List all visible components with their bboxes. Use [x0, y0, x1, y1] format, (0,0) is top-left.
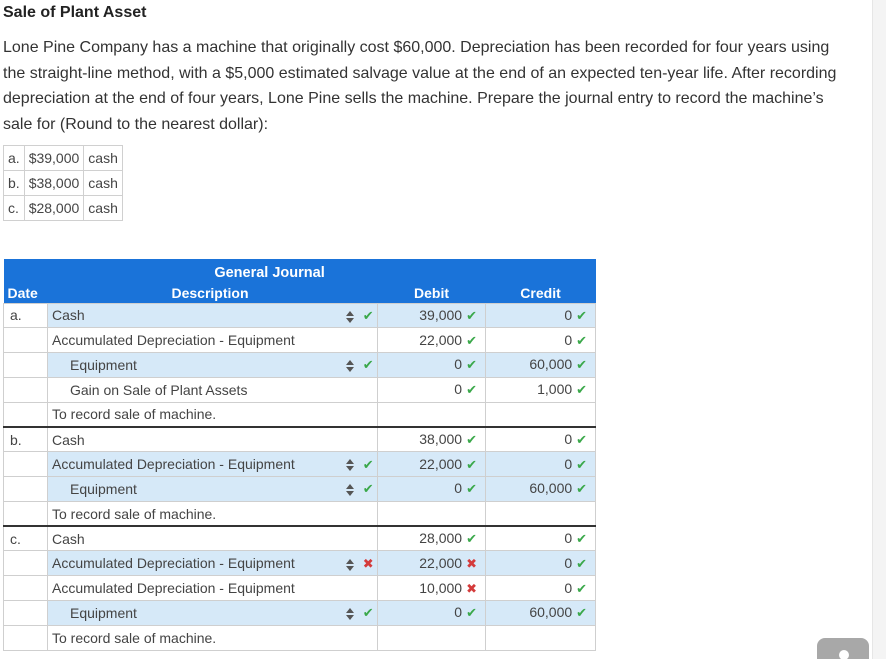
- check-icon: ✔: [576, 432, 588, 448]
- check-icon: ✔: [576, 307, 588, 323]
- account-label: Accumulated Depreciation - Equipment: [48, 576, 378, 601]
- check-icon: ✔: [466, 357, 477, 373]
- account-select[interactable]: Accumulated Depreciation - Equipment: [48, 551, 340, 576]
- check-icon: ✔: [576, 357, 588, 373]
- journal-row: [4, 303, 596, 328]
- debit-empty: [378, 501, 486, 526]
- journal-row: [4, 377, 596, 402]
- account-select[interactable]: Equipment: [48, 477, 340, 502]
- debit-input[interactable]: 22,000 ✖: [378, 551, 486, 576]
- select-arrows-icon[interactable]: [340, 452, 356, 477]
- help-chat-icon[interactable]: [817, 638, 869, 659]
- debit-input[interactable]: 22,000 ✔: [378, 452, 486, 477]
- row-date: [4, 551, 48, 576]
- row-date: [4, 402, 48, 427]
- row-date: a.: [4, 303, 48, 328]
- credit-input[interactable]: 0 ✔: [486, 303, 596, 328]
- credit-input[interactable]: 0 ✔: [486, 328, 596, 353]
- option-type: cash: [84, 171, 123, 196]
- journal-row: [4, 551, 596, 576]
- journal-row: [4, 526, 596, 551]
- select-arrows-icon[interactable]: [340, 303, 356, 328]
- check-icon: ✔: [576, 531, 588, 547]
- option-amount: $39,000: [24, 146, 84, 171]
- entry-explanation: To record sale of machine.: [48, 501, 378, 526]
- journal-row: [4, 427, 596, 452]
- option-type: cash: [84, 146, 123, 171]
- check-icon: ✔: [576, 456, 588, 472]
- credit-empty: [486, 501, 596, 526]
- debit-input[interactable]: 0 ✔: [378, 377, 486, 402]
- debit-input[interactable]: 0 ✔: [378, 601, 486, 626]
- page-title: Sale of Plant Asset: [3, 4, 147, 21]
- check-icon: ✔: [576, 332, 588, 348]
- check-icon: ✔: [466, 481, 477, 497]
- journal-row: [4, 402, 596, 427]
- check-icon: ✔: [576, 555, 588, 571]
- check-icon: ✔: [466, 382, 477, 398]
- debit-input[interactable]: 10,000 ✖: [378, 576, 486, 601]
- debit-input[interactable]: 39,000 ✔: [378, 303, 486, 328]
- journal-title-row: [4, 259, 596, 283]
- entry-explanation: To record sale of machine.: [48, 402, 378, 427]
- header-date: Date: [4, 283, 48, 303]
- debit-input[interactable]: 22,000 ✔: [378, 328, 486, 353]
- row-date: [4, 601, 48, 626]
- credit-empty: [486, 402, 596, 427]
- check-icon: ✔: [356, 601, 378, 626]
- account-select[interactable]: Equipment: [48, 601, 340, 626]
- check-icon: ✔: [466, 332, 477, 348]
- row-date: [4, 625, 48, 650]
- credit-input[interactable]: 0 ✔: [486, 452, 596, 477]
- journal-row: [4, 576, 596, 601]
- journal-title: [4, 259, 596, 283]
- check-icon: ✔: [576, 580, 588, 596]
- account-select[interactable]: Accumulated Depreciation - Equipment: [48, 452, 340, 477]
- row-date: [4, 328, 48, 353]
- option-row: [4, 146, 123, 171]
- select-arrows-icon[interactable]: [340, 601, 356, 626]
- credit-input[interactable]: 0 ✔: [486, 551, 596, 576]
- debit-input[interactable]: 0 ✔: [378, 477, 486, 502]
- row-date: [4, 477, 48, 502]
- select-arrows-icon[interactable]: [340, 353, 356, 378]
- debit-input[interactable]: 0 ✔: [378, 353, 486, 378]
- check-icon: ✔: [466, 432, 477, 448]
- cross-icon: ✖: [356, 551, 378, 576]
- check-icon: ✔: [576, 605, 588, 621]
- row-date: [4, 353, 48, 378]
- check-icon: ✔: [466, 605, 477, 621]
- journal-row: [4, 328, 596, 353]
- account-label: Cash: [48, 526, 378, 551]
- account-label: Cash: [48, 427, 378, 452]
- account-label: Accumulated Depreciation - Equipment: [48, 328, 378, 353]
- check-icon: ✔: [356, 353, 378, 378]
- option-row: [4, 196, 123, 221]
- journal-header-row: [4, 283, 596, 303]
- header-credit: Credit: [486, 283, 596, 303]
- header-description: Description: [48, 283, 340, 303]
- option-amount: $38,000: [24, 171, 84, 196]
- row-date: [4, 452, 48, 477]
- debit-empty: [378, 402, 486, 427]
- cross-icon: ✖: [466, 580, 477, 596]
- option-letter: a.: [4, 146, 25, 171]
- option-type: cash: [84, 196, 123, 221]
- row-date: [4, 501, 48, 526]
- journal-row: [4, 477, 596, 502]
- option-row: [4, 171, 123, 196]
- check-icon: ✔: [356, 477, 378, 502]
- credit-input[interactable]: 60,000 ✔: [486, 601, 596, 626]
- journal-row: [4, 501, 596, 526]
- debit-input[interactable]: 38,000 ✔: [378, 427, 486, 452]
- entry-explanation: To record sale of machine.: [48, 625, 378, 650]
- option-letter: c.: [4, 196, 25, 221]
- check-icon: ✔: [466, 456, 477, 472]
- credit-empty: [486, 625, 596, 650]
- credit-input[interactable]: 0 ✔: [486, 526, 596, 551]
- credit-input[interactable]: 0 ✔: [486, 576, 596, 601]
- header-debit: Debit: [378, 283, 486, 303]
- credit-input[interactable]: 1,000 ✔: [486, 377, 596, 402]
- debit-empty: [378, 625, 486, 650]
- journal-row: [4, 452, 596, 477]
- row-date: c.: [4, 526, 48, 551]
- journal-row: [4, 353, 596, 378]
- scrollbar[interactable]: [872, 0, 886, 659]
- row-date: b.: [4, 427, 48, 452]
- header-spacer: [340, 283, 356, 303]
- journal-row: [4, 625, 596, 650]
- credit-input[interactable]: 0 ✔: [486, 427, 596, 452]
- check-icon: ✔: [576, 382, 588, 398]
- account-select[interactable]: Cash: [48, 303, 340, 328]
- option-letter: b.: [4, 171, 25, 196]
- problem-text: Lone Pine Company has a machine that originally cost $60,000. Depreciation has been recorded for four years using the straight-line method, with a $5,000 estimated salvage value at the end of an expected ten-year life. After recording depreciation at the end of four years, Lone Pine sells the machine. Prepare the journal entry to record the machine’s sale for (Round to the nearest dollar):: [3, 39, 837, 133]
- check-icon: ✔: [466, 531, 477, 547]
- cross-icon: ✖: [466, 555, 477, 571]
- general-journal-table: [3, 259, 596, 651]
- credit-input[interactable]: 60,000 ✔: [486, 353, 596, 378]
- check-icon: ✔: [356, 303, 378, 328]
- account-label: Gain on Sale of Plant Assets: [48, 377, 378, 402]
- check-icon: ✔: [466, 307, 477, 323]
- journal-title-text: General Journal: [214, 265, 325, 281]
- option-amount: $28,000: [24, 196, 84, 221]
- credit-input[interactable]: 60,000 ✔: [486, 477, 596, 502]
- check-icon: ✔: [356, 452, 378, 477]
- account-select[interactable]: Equipment: [48, 353, 340, 378]
- row-date: [4, 576, 48, 601]
- options-table: [3, 145, 123, 221]
- select-arrows-icon[interactable]: [340, 477, 356, 502]
- debit-input[interactable]: 28,000 ✔: [378, 526, 486, 551]
- header-spacer: [356, 283, 378, 303]
- row-date: [4, 377, 48, 402]
- journal-row: [4, 601, 596, 626]
- select-arrows-icon[interactable]: [340, 551, 356, 576]
- check-icon: ✔: [576, 481, 588, 497]
